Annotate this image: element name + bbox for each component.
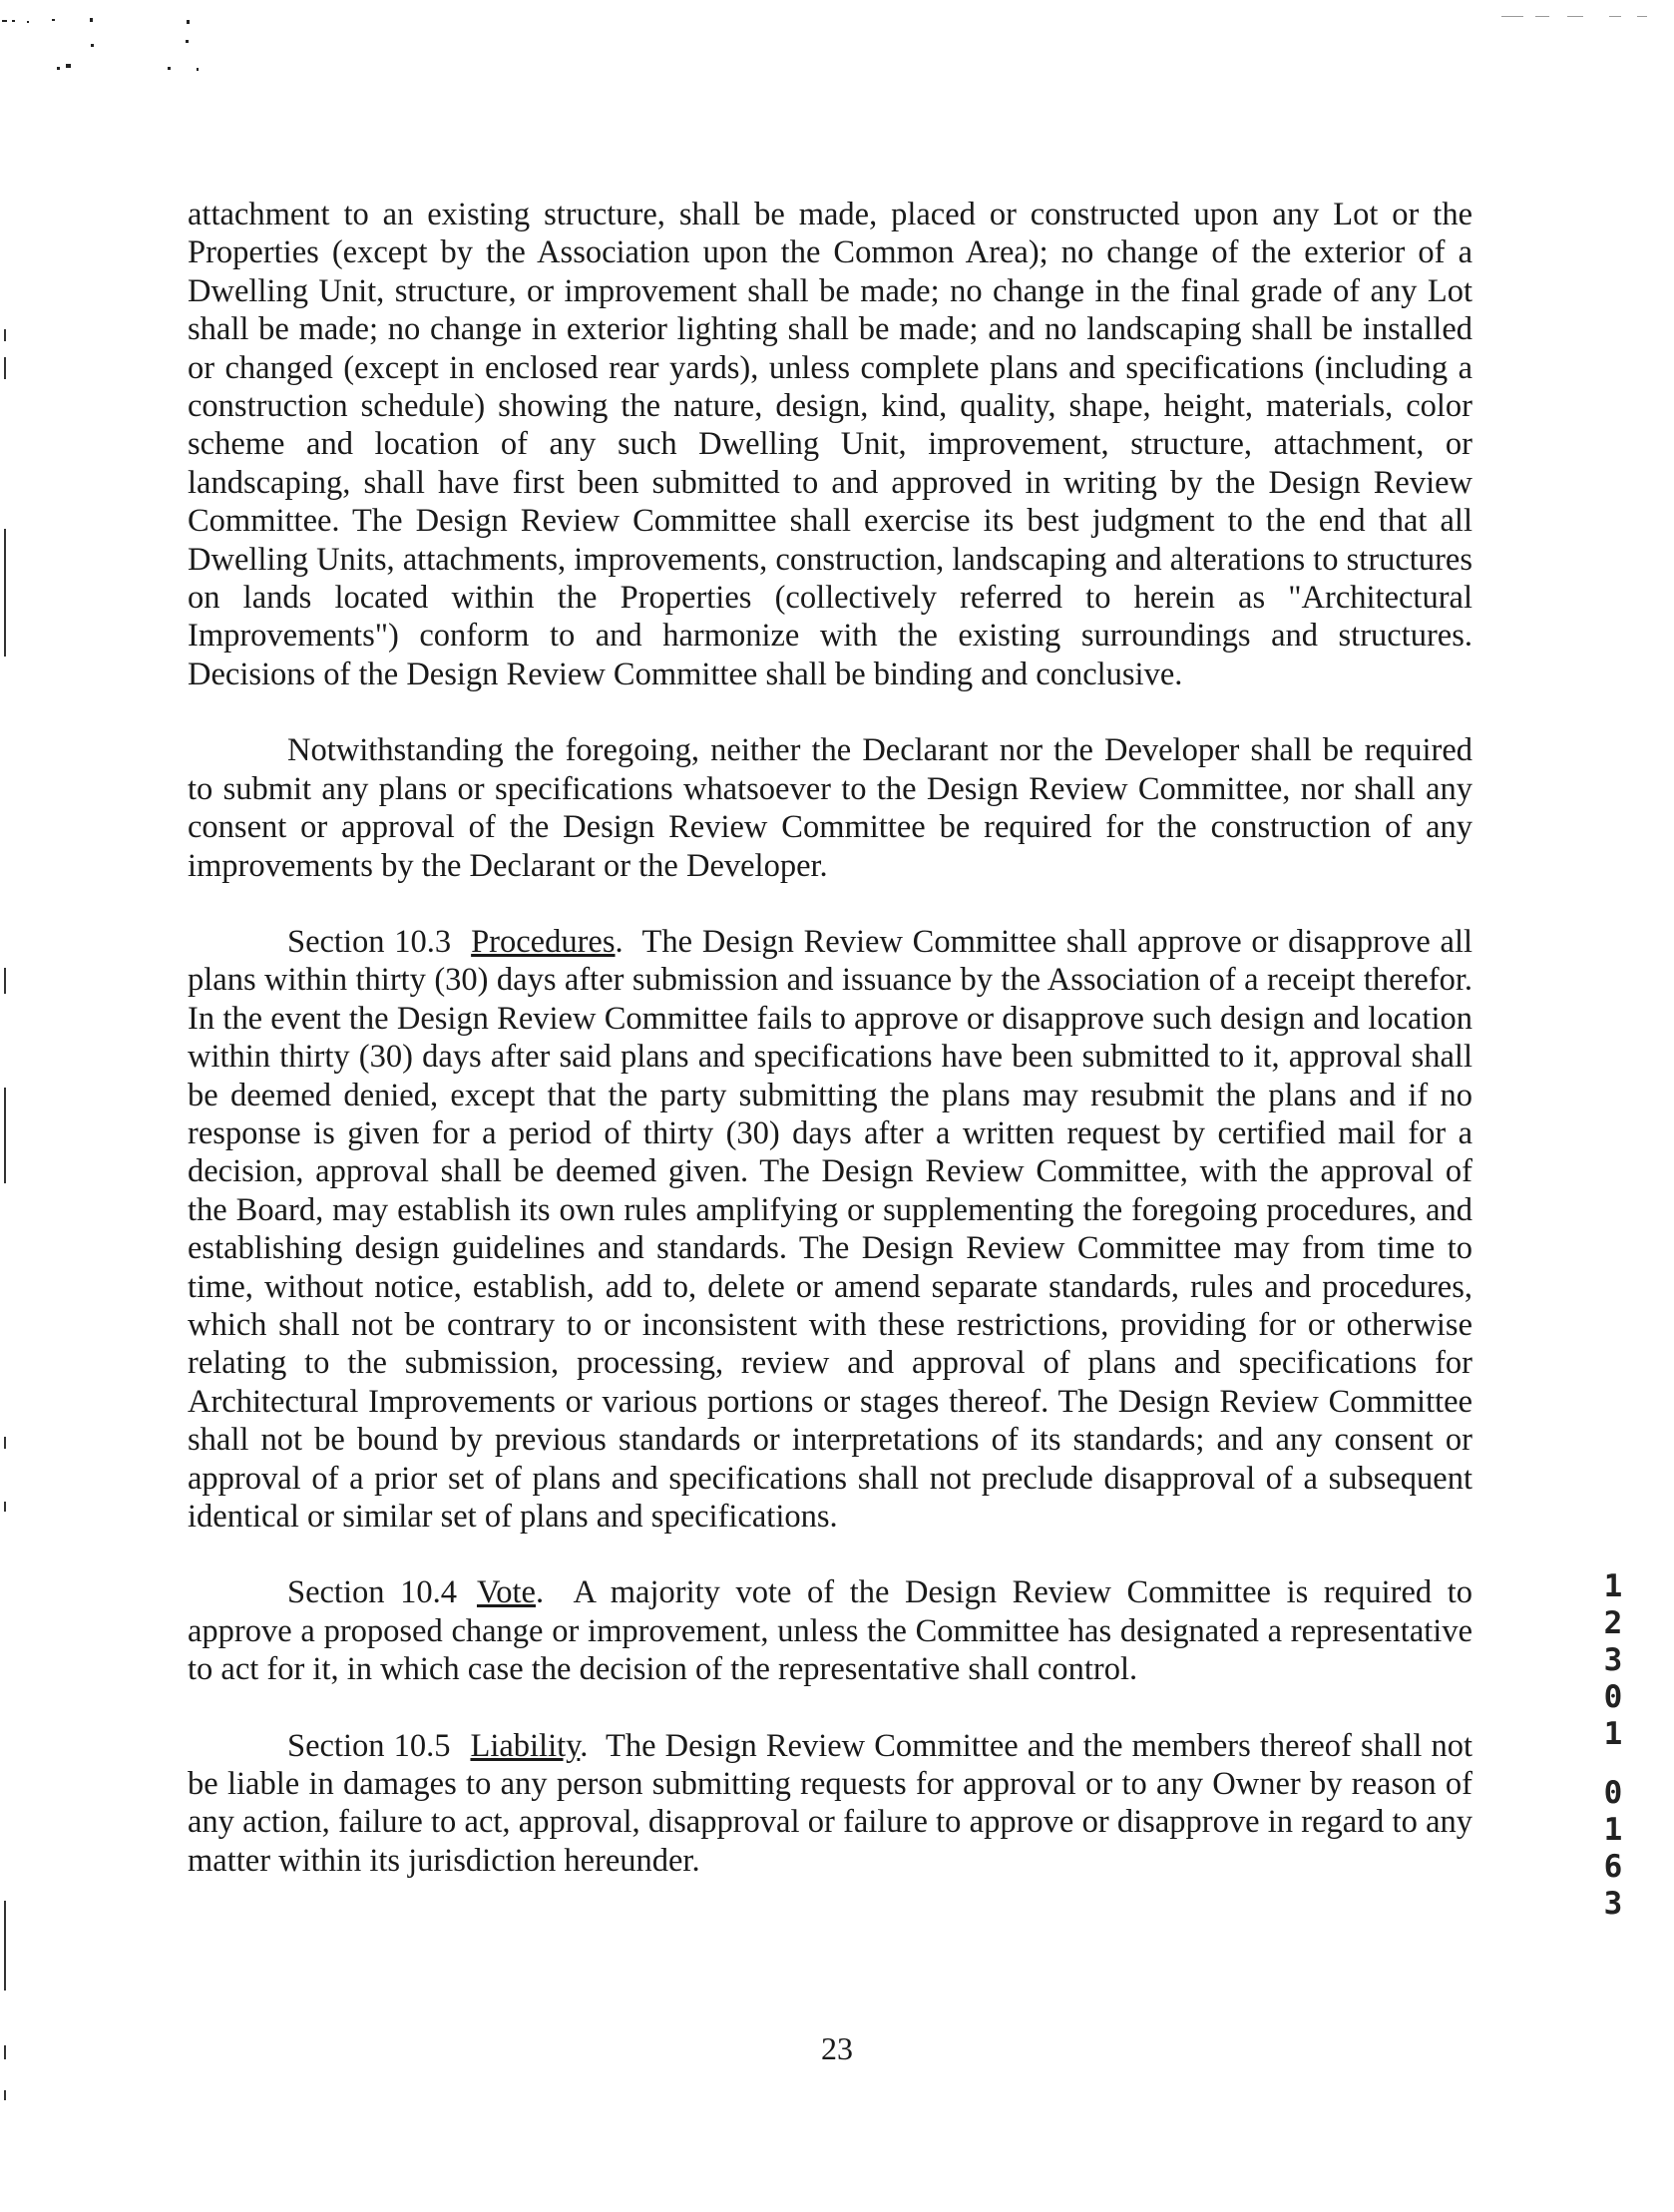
- scan-line: [4, 1502, 6, 1512]
- paragraph-notwithstanding: Notwithstanding the foregoing, neither the Declarant nor the Developer shall be required to submit any plans or specifications whatsoever to the Design Review Committee, nor shall any consent or approval of the Design Review Committee be required for the construction of any improvements by the Declarant or the Developer.: [188, 732, 1472, 884]
- stamp-digit: 0: [1603, 1775, 1623, 1811]
- page-number: 23: [821, 2030, 853, 2066]
- stamp-digit: 0: [1603, 1679, 1623, 1715]
- section-10-5: Section 10.5 Liability. The Design Review Committee and the members thereof shall not be liable in damages to any person submitting requests for approval or to any Owner by reason of any action, failure to act, approval, disapproval or failure to approve or disapprove in regard to any matter within its jurisdiction hereunder.: [188, 1727, 1472, 1879]
- scan-line: [4, 2090, 6, 2100]
- scan-line: [4, 1437, 6, 1449]
- scan-line: [4, 1088, 6, 1183]
- section-text: The Design Review Committee shall approve or disapprove all plans within thirty (30) days after submission and issuance by the Association of a receipt therefor. In the event the Design Review Committee fails to approve or disapprove such design and location within thirty (30) days after said plans and specifications have been submitted to it, approval shall be deemed denied, except that the party submitting the plans may resubmit the plans and if no response is given for a period of thirty (30) days after a written request by certified mail for a decision, approval shall be deemed given. The Design Review Committee, with the approval of the Board, may establish its own rules amplifying or supplementing the foregoing procedures, and establishing design guidelines and standards. The Design Review Committee may from time to time, without notice, establish, add to, delete or amend separate standards, rules and procedures, which shall not be contrary to or inconsistent with these restrictions, providing for or otherwise relating to the submission, processing, review and approval of plans and specifications for Architectural Improvements or various portions or stages thereof. The Design Review Committee shall not be bound by previous standards or interpretations of its standards; and any consent or approval of a prior set of plans and specifications shall not preclude disapproval of a subsequent identical or similar set of plans and specifications.: [188, 923, 1473, 1535]
- scan-line: [4, 357, 6, 379]
- section-heading: Liability: [470, 1727, 581, 1764]
- scan-line: [4, 329, 6, 341]
- section-heading: Procedures: [471, 923, 616, 960]
- section-heading: Vote: [476, 1574, 536, 1611]
- section-text: A majority vote of the Design Review Committee is required to approve a proposed change or improvement, unless the Committee has designated a representative to act for it, in which case the decision of the representative shall control.: [188, 1574, 1472, 1688]
- stamp-digit: 3: [1603, 1886, 1623, 1922]
- section-number: Section 10.4: [287, 1574, 457, 1611]
- section-10-3: Section 10.3 Procedures. The Design Review Committee shall approve or disapprove all plans within thirty (30) days after submission and issuance by the Association of a receipt therefor. In the event the Design Review Committee fails to approve or disapprove such design and location within thirty (30) days after said plans and specifications have been submitted to it, approval shall be deemed denied, except that the party submitting the plans may resubmit the plans and if no response is given for a period of thirty (30) days after a written request by certified mail for a decision, approval shall be deemed given. The Design Review Committee, with the approval of the Board, may establish its own rules amplifying or supplementing the foregoing procedures, and establishing design guidelines and standards. The Design Review Committee may from time to time, without notice, establish, add to, delete or amend separate standards, rules and procedures, which shall not be contrary to or inconsistent with these restrictions, providing for or otherwise relating to the submission, processing, review and approval of plans and specifications for Architectural Improvements or various portions or stages thereof. The Design Review Committee shall not be bound by previous standards or interpretations of its standards; and any consent or approval of a prior set of plans and specifications shall not preclude disapproval of a subsequent identical or similar set of plans and specifications.: [188, 923, 1473, 1535]
- stamp-digit: 2: [1603, 1605, 1623, 1641]
- stamp-digit: 1: [1603, 1716, 1623, 1752]
- stamp-gap: [1596, 1753, 1630, 1775]
- scan-line: [4, 968, 6, 994]
- stamp-digit: 6: [1603, 1849, 1623, 1885]
- section-text: The Design Review Committee and the members thereof shall not be liable in damages to any person submitting requests for approval or to any Owner by reason of any action, failure to act, approval, disapproval or failure to approve or disapprove in regard to any matter within its jurisdiction hereunder.: [188, 1727, 1472, 1879]
- scan-line: [4, 529, 6, 657]
- stamp-digit: 1: [1603, 1812, 1623, 1848]
- recording-number-stamp: [1596, 1568, 1630, 1923]
- scan-edge-mark: [1501, 6, 1651, 10]
- section-number: Section 10.3: [287, 923, 452, 960]
- document-body: [188, 196, 1472, 1880]
- scan-specks: [0, 0, 239, 90]
- section-number: Section 10.5: [287, 1727, 451, 1764]
- paragraph-continuation: attachment to an existing structure, shall be made, placed or constructed upon any Lot or the Properties (except by the Association upon the Common Area); no change of the exterior of a Dwelling Unit, structure, or improvement shall be made; no change in the final grade of any Lot shall be made; no change in exterior lighting shall be made; and no landscaping shall be installed or changed (except in enclosed rear yards), unless complete plans and specifications (including a construction schedule) showing the nature, design, kind, quality, shape, height, materials, color scheme and location of any such Dwelling Unit, improvement, structure, attachment, or landscaping, shall have first been submitted to and approved in writing by the Design Review Committee. The Design Review Committee shall exercise its best judgment to the end that all Dwelling Units, attachments, improvements, construction, landscaping and alterations to structures on lands located within the Properties (collectively referred to herein as "Architectural Improvements") conform to and harmonize with the existing surroundings and structures. Decisions of the Design Review Committee shall be binding and conclusive.: [188, 197, 1472, 692]
- scan-line: [4, 1901, 6, 1991]
- stamp-digit: 3: [1603, 1642, 1623, 1678]
- section-10-4: Section 10.4 Vote. A majority vote of the Design Review Committee is required to approve a proposed change or improvement, unless the Committee has designated a representative to act for it, in which case the decision of the representative shall control.: [188, 1574, 1472, 1688]
- stamp-digit: 1: [1603, 1568, 1623, 1604]
